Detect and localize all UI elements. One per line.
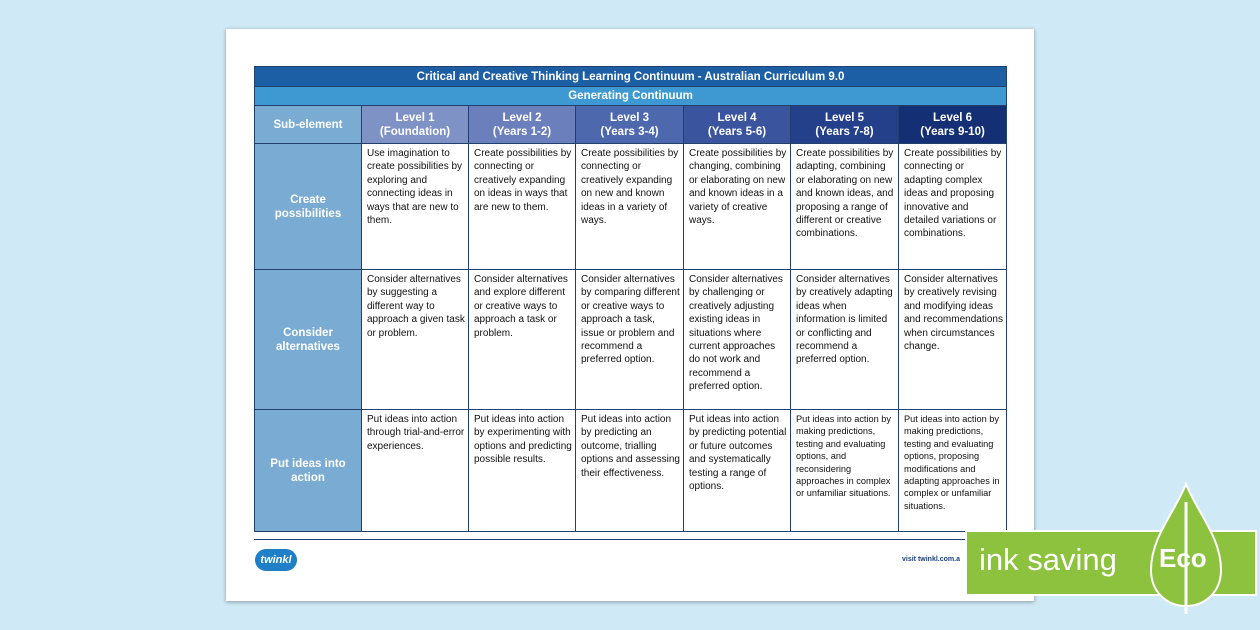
table-title: Critical and Creative Thinking Learning Continuum - Australian Curriculum 9.0 xyxy=(255,67,1007,87)
table-cell: Consider alternatives by suggesting a different way to approach a given task or problem. xyxy=(362,270,469,410)
table-cell: Put ideas into action by making predictions, testing and evaluating options, proposing modifications and adapting approaches in complex or unfamiliar situations. xyxy=(899,410,1007,532)
level-6-header: Level 6 (Years 9-10) xyxy=(899,106,1007,144)
table-cell: Consider alternatives by creatively revising and modifying ideas and recommendations when circumstances change. xyxy=(899,270,1007,410)
continuum-table xyxy=(254,66,1007,532)
level-4-header: Level 4 (Years 5-6) xyxy=(684,106,791,144)
table-row xyxy=(255,144,1007,270)
twinkl-logo: twinkl xyxy=(255,549,297,571)
row-label-consider-alternatives: Consider alternatives xyxy=(255,270,362,410)
eco-label: Eco xyxy=(1159,543,1207,573)
table-cell: Create possibilities by connecting or creatively expanding on ideas in ways that are new to them. xyxy=(469,144,576,270)
level-5-header: Level 5 (Years 7-8) xyxy=(791,106,899,144)
table-cell: Put ideas into action by predicting an outcome, trialling options and assessing their effectiveness. xyxy=(576,410,684,532)
visit-link[interactable]: visit twinkl.com.a xyxy=(902,556,960,563)
table-cell: Create possibilities by connecting or creatively expanding on new and known ideas in a variety of ways. xyxy=(576,144,684,270)
table-subtitle: Generating Continuum xyxy=(255,87,1007,106)
table-cell: Consider alternatives by challenging or creatively adjusting existing ideas in situations where current approaches do not work and recommend a preferred option. xyxy=(684,270,791,410)
table-cell: Put ideas into action through trial-and-error experiences. xyxy=(362,410,469,532)
footer-divider xyxy=(254,539,1006,540)
table-row xyxy=(255,270,1007,410)
level-3-header: Level 3 (Years 3-4) xyxy=(576,106,684,144)
table-cell: Use imagination to create possibilities by exploring and connecting ideas in ways that are new to them. xyxy=(362,144,469,270)
table-cell: Create possibilities by adapting, combining or elaborating on new and known ideas, and proposing a range of different or creative combinations. xyxy=(791,144,899,270)
table-row xyxy=(255,410,1007,532)
row-label-put-ideas-into-action: Put ideas into action xyxy=(255,410,362,532)
table-cell: Consider alternatives and explore different or creative ways to approach a task or problem. xyxy=(469,270,576,410)
table-cell: Put ideas into action by experimenting with options and predicting possible results. xyxy=(469,410,576,532)
table-cell: Create possibilities by changing, combining or elaborating on new and known ideas in a variety of creative ways. xyxy=(684,144,791,270)
table-cell: Put ideas into action by making predictions, testing and evaluating options, and reconsidering approaches in complex or unfamiliar situations. xyxy=(791,410,899,532)
level-2-header: Level 2 (Years 1-2) xyxy=(469,106,576,144)
worksheet-page xyxy=(226,29,1034,601)
level-1-header: Level 1 (Foundation) xyxy=(362,106,469,144)
table-cell: Create possibilities by connecting or adapting complex ideas and proposing innovative and detailed variations or combinations. xyxy=(899,144,1007,270)
table-cell: Consider alternatives by comparing different or creative ways to approach a task, issue or problem and recommend a preferred option. xyxy=(576,270,684,410)
row-label-create-possibilities: Create possibilities xyxy=(255,144,362,270)
ink-saving-label: ink saving xyxy=(979,542,1117,577)
table-cell: Put ideas into action by predicting potential or future outcomes and systematically testing a range of options. xyxy=(684,410,791,532)
sub-element-header: Sub-element xyxy=(255,106,362,144)
table-cell: Consider alternatives by creatively adapting ideas when information is limited or conflicting and recommend a preferred option. xyxy=(791,270,899,410)
